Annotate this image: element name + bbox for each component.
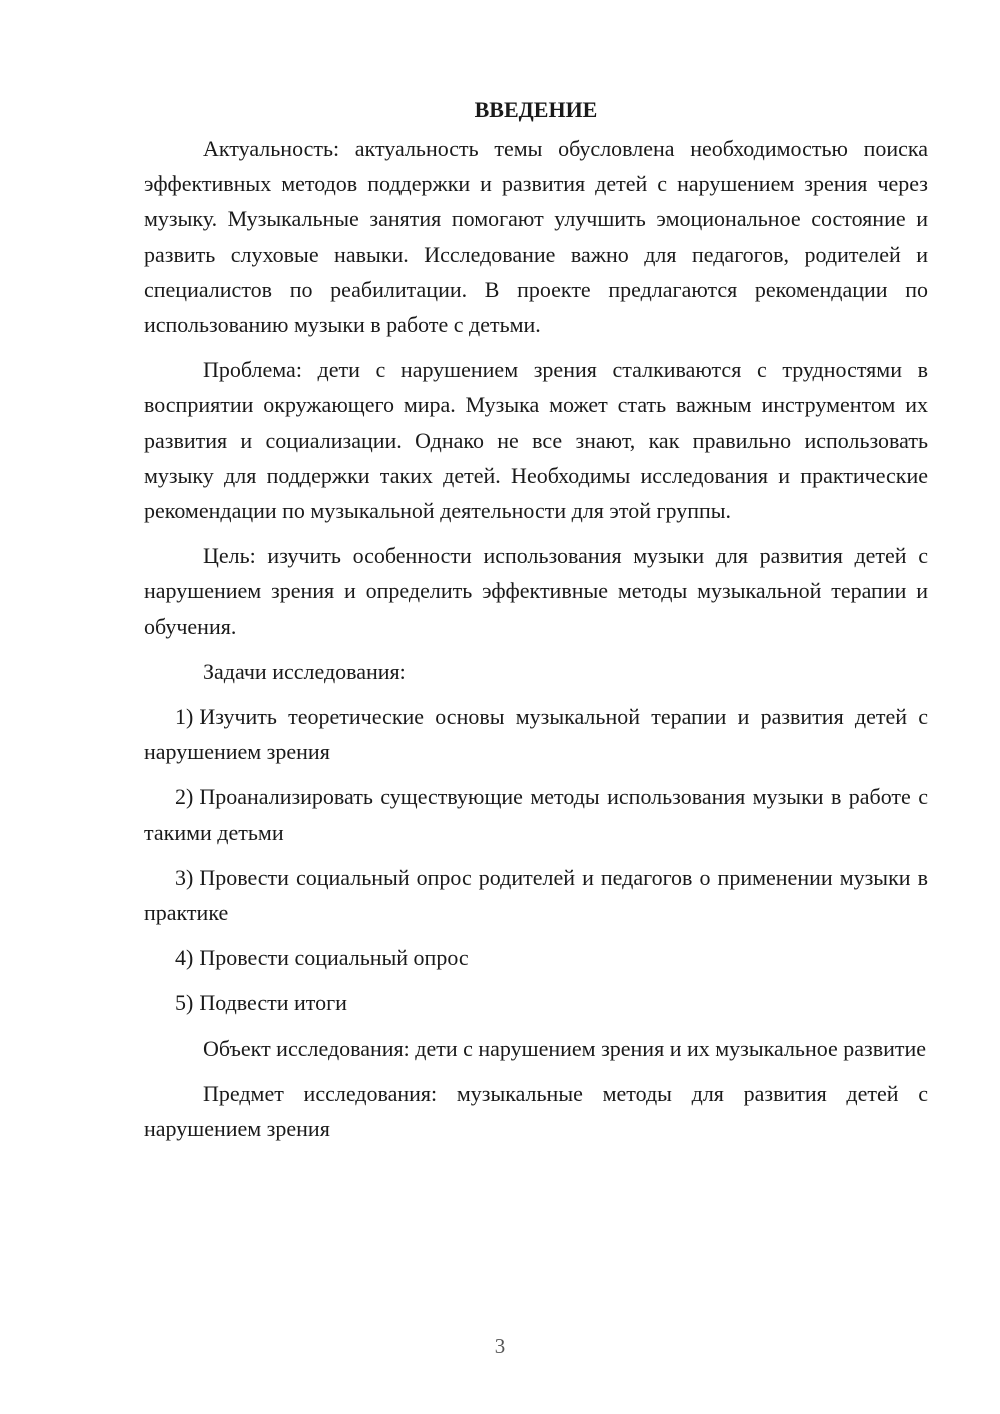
task-number: 1) (175, 704, 194, 730)
document-page (144, 92, 928, 1156)
task-item-5 (144, 985, 928, 1020)
task-number: 5) (175, 990, 194, 1016)
task-text: Проанализировать существующие методы использования музыки в работе с такими детьми (144, 784, 928, 845)
task-item-1 (144, 699, 928, 769)
task-item-3 (144, 860, 928, 930)
task-number: 4) (175, 945, 194, 971)
subject-paragraph: Предмет исследования: музыкальные методы для развития детей с нарушением зрения (144, 1080, 928, 1142)
task-item-4 (144, 940, 928, 975)
task-text: Провести социальный опрос родителей и педагогов о применении музыки в практике (144, 864, 928, 926)
goal-paragraph: Цель: изучить особенности использования музыки для развития детей с нарушением зрения и определить эффективные методы музыкальной терапии и обучения. (144, 543, 928, 639)
task-text: Изучить теоретические основы музыкальной терапии и развития детей с нарушением зрения (144, 704, 928, 765)
document-title: ВВЕДЕНИЕ (474, 97, 598, 122)
task-item-2 (144, 779, 928, 849)
relevance-paragraph: Актуальность: актуальность темы обусловлена необходимостью поиска эффективных методов поддержки и развития детей с нарушением зрения через музыку. Музыкальные занятия помогают улучшить эмоциональное состояние и развить слуховые навыки. Исследование важно для педагогов, родителей и специалистов по реабилитации. В проекте предлагаются рекомендации по использованию музыки в работе с детьми. (144, 136, 928, 338)
page-number: 3 (494, 1334, 506, 1358)
task-text: Подвести итоги (199, 990, 347, 1016)
task-number: 3) (175, 864, 194, 890)
object-paragraph: Объект исследования: дети с нарушением зрения и их музыкальное развитие (203, 1035, 927, 1061)
task-text: Провести социальный опрос (199, 945, 469, 971)
task-number: 2) (175, 784, 194, 810)
problem-paragraph: Проблема: дети с нарушением зрения сталкиваются с трудностями в восприятии окружающего мира. Музыка может стать важным инструментом их развития и социализации. Однако не все знают, как правильно использовать музыку для поддержки таких детей. Необходимы исследования и практические рекомендации по музыкальной деятельности для этой группы. (144, 357, 928, 524)
tasks-heading: Задачи исследования: (203, 658, 406, 684)
